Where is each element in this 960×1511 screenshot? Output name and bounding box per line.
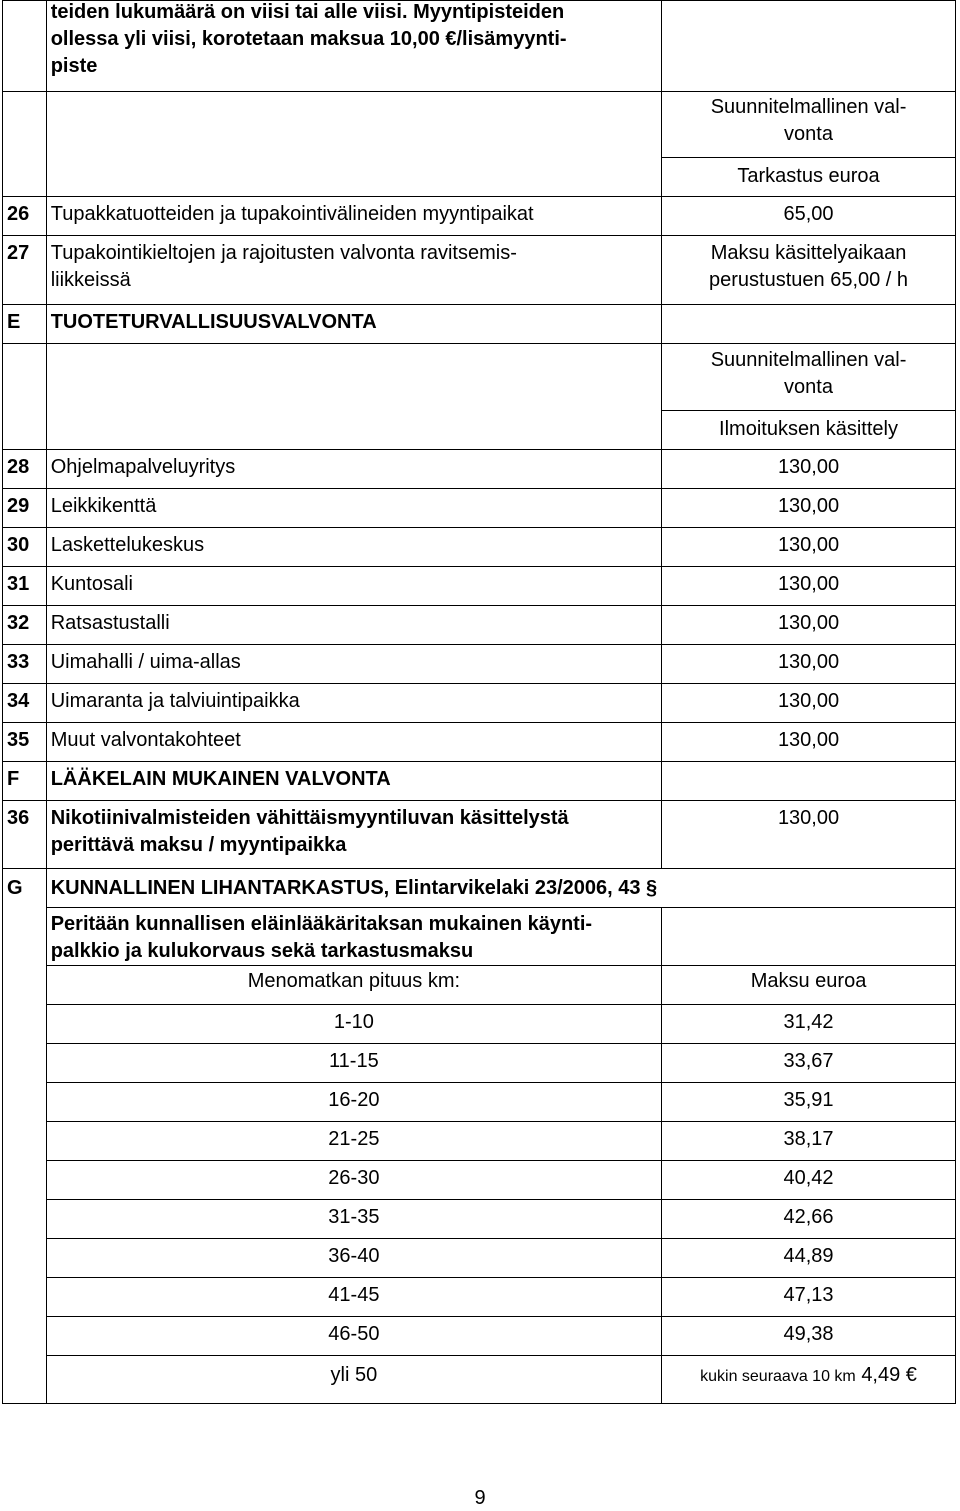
table-row: 1-10 31,42 [3,1005,956,1044]
table-row: 35 Muut valvontakohteet 130,00 [3,723,956,762]
section-heading: E TUOTETURVALLISUUSVALVONTA [3,305,956,344]
page-number: 9 [474,1487,486,1509]
table-row: 21-25 38,17 [3,1122,956,1161]
table-row: 33 Uimahalli / uima-allas 130,00 [3,645,956,684]
column-header-fee: Maksu euroa [662,966,956,1005]
table-row: 36 Nikotiinivalmisteiden vähittäismyyntiluvan käsittelystä perittävä maksu / myyntipaikka 130,00 [3,801,956,869]
section-heading: F LÄÄKELAIN MUKAINEN VALVONTA [3,762,956,801]
table-row: 41-45 47,13 [3,1278,956,1317]
table-row: 46-50 49,38 [3,1317,956,1356]
table-row: 28 Ohjelmapalveluyritys 130,00 [3,450,956,489]
table-row: 29 Leikkikenttä 130,00 [3,489,956,528]
table-row: 31-35 42,66 [3,1200,956,1239]
table-row: 30 Laskettelukeskus 130,00 [3,528,956,567]
column-header-planned-control: Suunnitelmallinen val- vonta [662,92,956,158]
table-row: 26-30 40,42 [3,1161,956,1200]
column-subheader-inspection: Tarkastus euroa [662,158,956,197]
table-row: 26 Tupakkatuotteiden ja tupakointivälineiden myyntipaikat 65,00 [3,197,956,236]
table-row: 27 Tupakointikieltojen ja rajoitusten valvonta ravitsemis- liikkeissä Maksu käsittelyaikaan perustustuen 65,00 / h [3,236,956,305]
table-row: 36-40 44,89 [3,1239,956,1278]
meat-inspection-note: Peritään kunnallisen eläinlääkäritaksan mukainen käynti- palkkio ja kulukorvaus sekä tarkastusmaksu [46,908,661,966]
table-row: 32 Ratsastustalli 130,00 [3,606,956,645]
table-row: 34 Uimaranta ja talviuintipaikka 130,00 [3,684,956,723]
column-header-distance: Menomatkan pituus km: [46,966,661,1005]
fee-table [2,0,956,1404]
table-row: yli 50 kukin seuraava 10 km 4,49 € [3,1356,956,1404]
table-row: 16-20 35,91 [3,1083,956,1122]
section-heading: G KUNNALLINEN LIHANTARKASTUS, Elintarvikelaki 23/2006, 43 § [3,869,956,908]
column-subheader-notification: Ilmoituksen käsittely [662,411,956,450]
column-header-planned-control-e: Suunnitelmallinen val- vonta [662,344,956,411]
continuation-note: teiden lukumäärä on viisi tai alle viisi. Myyntipisteiden ollessa yli viisi, korotetaan maksua 10,00 €/lisämyynti- piste [46,1,661,92]
table-row: 31 Kuntosali 130,00 [3,567,956,606]
table-row: 11-15 33,67 [3,1044,956,1083]
